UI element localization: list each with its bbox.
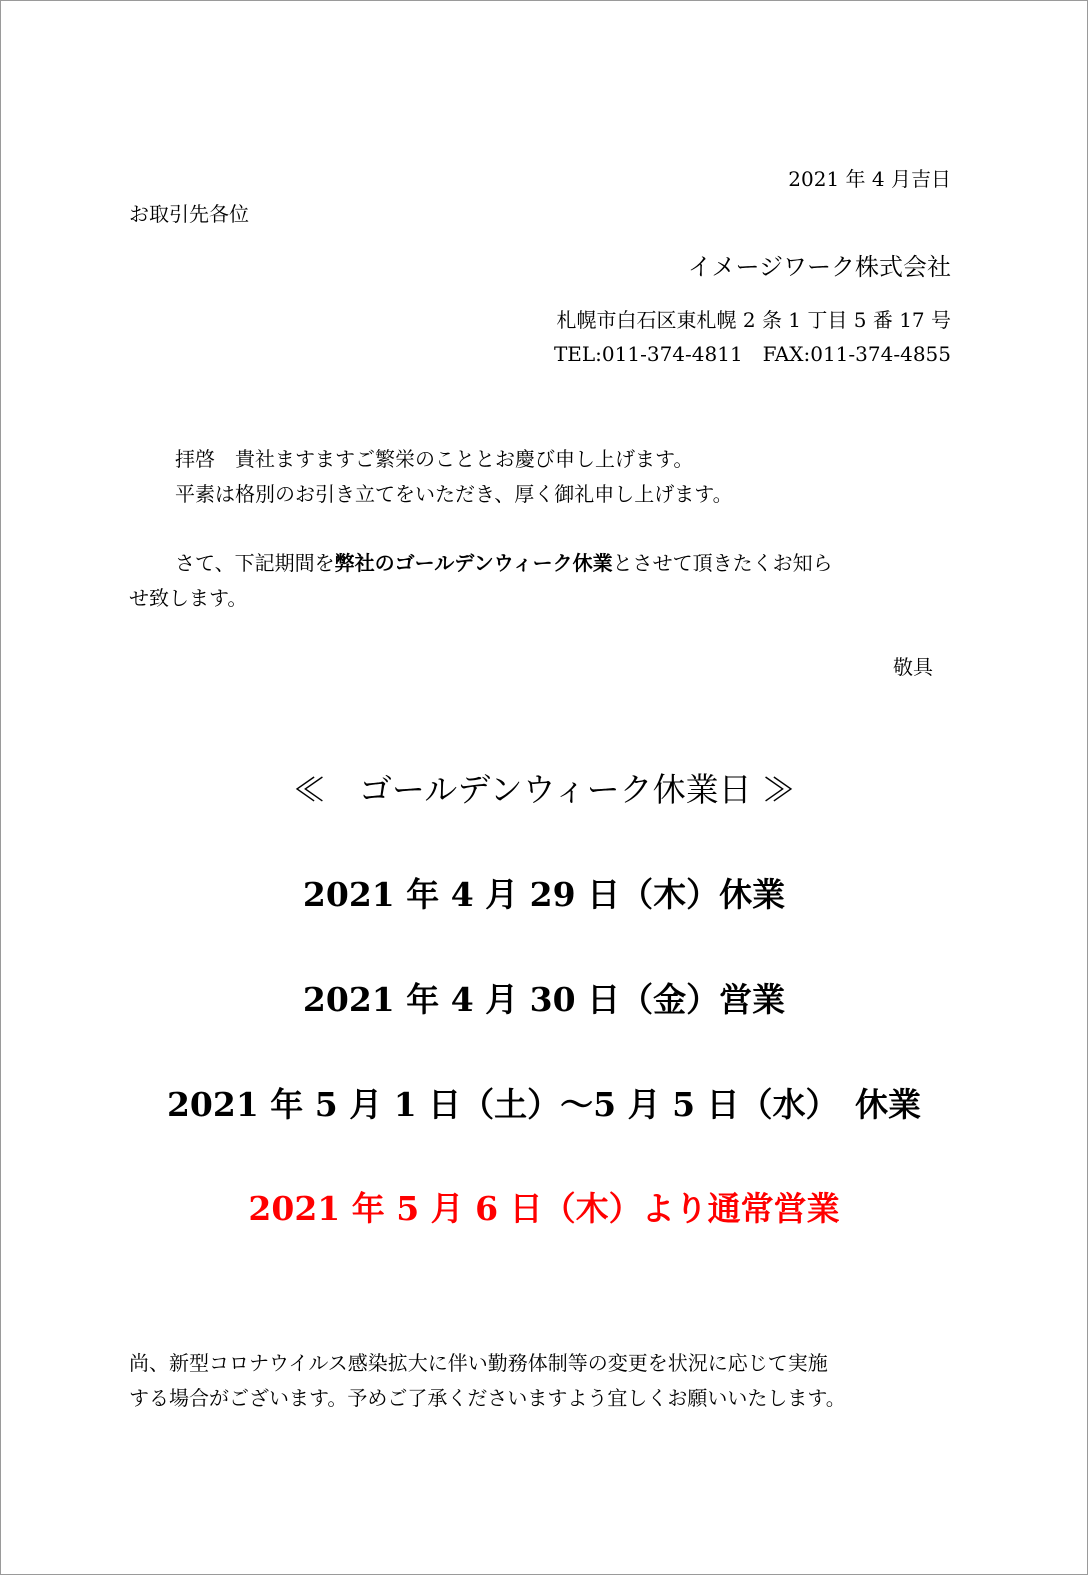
footer-note-line-2: する場合がございます。予めご了承くださいますよう宜しくお願いいたします。 <box>129 1386 846 1410</box>
greeting-line-1: 拝啓 貴社ますますご繁栄のこととお慶び申し上げます。 <box>175 447 694 471</box>
closing-word: 敬具 <box>893 655 933 679</box>
schedule-item-3: 2021 年 5 月 1 日（土）～5 月 5 日（水） 休業 <box>166 1085 922 1124</box>
footer-note-line-1: 尚、新型コロナウイルス感染拡大に伴い勤務体制等の変更を状況に応じて実施 <box>129 1351 828 1375</box>
company-name: イメージワーク株式会社 <box>687 253 951 281</box>
notice-line-2: せ致します。 <box>129 586 248 610</box>
notice-text-bold: 弊社のゴールデンウィーク休業 <box>334 551 613 575</box>
company-contact: TEL:011-374-4811 FAX:011-374-4855 <box>553 342 951 366</box>
letter-recipient: お取引先各位 <box>129 202 249 226</box>
company-address: 札幌市白石区東札幌 2 条 1 丁目 5 番 17 号 <box>556 308 951 332</box>
notice-line-1 <box>175 553 833 573</box>
notice-text-pre: さて、下記期間を <box>175 551 335 575</box>
letter-date: 2021 年 4 月吉日 <box>788 167 951 191</box>
schedule-item-2: 2021 年 4 月 30 日（金）営業 <box>302 980 786 1019</box>
greeting-line-2: 平素は格別のお引き立てをいただき、厚く御礼申し上げます。 <box>175 482 733 506</box>
schedule-resume: 2021 年 5 月 6 日（木）より通常営業 <box>248 1189 840 1228</box>
notice-text-post: とさせて頂きたくお知ら <box>612 551 833 575</box>
schedule-heading: ≪ ゴールデンウィーク休業日 ≫ <box>292 770 796 809</box>
schedule-item-1: 2021 年 4 月 29 日（木）休業 <box>302 875 786 914</box>
